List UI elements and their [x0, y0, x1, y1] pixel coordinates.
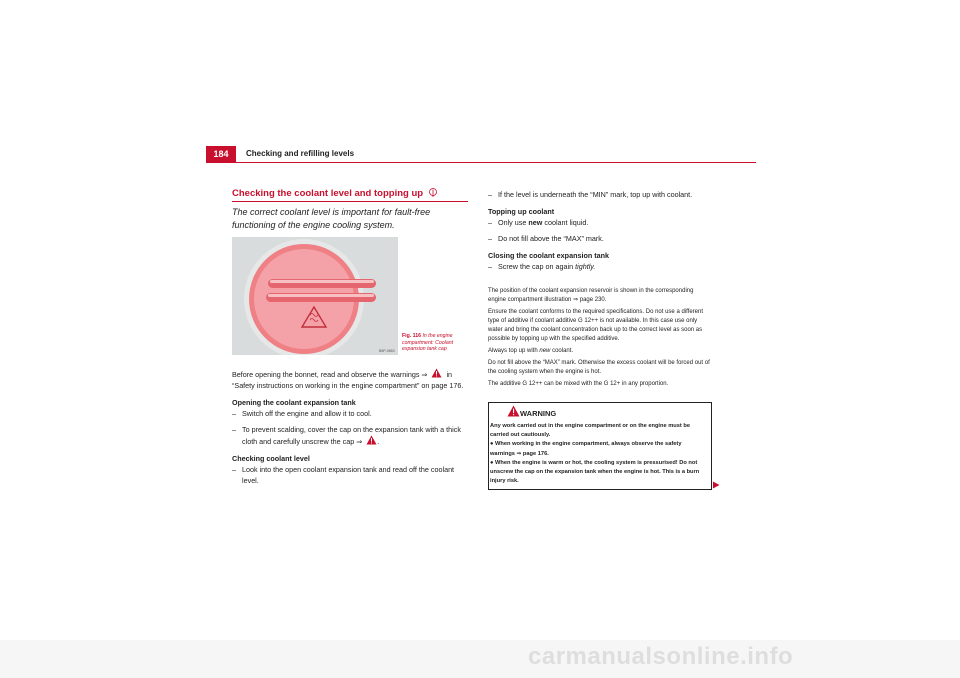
note-emphasis: new — [539, 348, 551, 354]
section-rule — [232, 201, 468, 202]
heading-checking: Checking coolant level — [232, 454, 310, 463]
note-paragraph: The additive G 12++ can be mixed with the G 12+ in any proportion. — [488, 381, 669, 387]
warning-item: ● When working in the engine compartment, always observe the safety warnings ⇒ page 176. — [490, 441, 682, 457]
right-column — [488, 189, 712, 272]
warning-text — [490, 422, 708, 486]
note-paragraph: The position of the coolant expansion reservoir is shown in the corresponding engine compartment illustration ⇒ page 230. — [488, 288, 694, 303]
list-item: – Only use new coolant liquid. — [488, 218, 589, 227]
note-paragraph — [488, 347, 712, 356]
note-text-a: Always top up with — [488, 348, 538, 354]
list-item: – Switch off the engine and allow it to cool. — [232, 409, 372, 418]
warning-title: WARNING — [520, 409, 557, 418]
coolant-warning-icon — [428, 188, 438, 198]
warning-triangle-icon — [431, 368, 442, 378]
list-item: – To prevent scalding, cover the cap on the expansion tank with a thick cloth and carefully unscrew the cap ⇒ . — [232, 425, 461, 446]
list-item-text: To prevent scalding, cover the cap on the expansion tank with a thick cloth and carefully unscrew the cap ⇒ — [242, 425, 461, 446]
left-column — [232, 368, 472, 486]
watermark-strip — [0, 640, 960, 678]
heading-opening: Opening the coolant expansion tank — [232, 398, 356, 407]
coolant-cap-illustration — [232, 237, 398, 355]
list-item-text: If the level is underneath the “MIN” mark, top up with coolant. — [498, 190, 693, 199]
running-title: Checking and refilling levels — [246, 149, 355, 158]
list-item-emphasis: new — [528, 218, 543, 227]
warning-triangle-icon — [507, 405, 520, 417]
warning-item-text: When the engine is warm or hot, the cooling system is pressurised! Do not unscrew the cap on the expansion tank when the engine is hot. This is a burn injury risk. — [490, 459, 700, 485]
section-title — [232, 188, 438, 199]
list-item-text: Switch off the engine and allow it to cool. — [242, 409, 372, 418]
list-item-text-a: Screw the cap on again — [498, 262, 574, 271]
intro-text-a: Before opening the bonnet, read and observe the warnings ⇒ — [232, 370, 428, 379]
figure-caption-text: In the engine compartment: Coolant expansion tank cap — [402, 333, 454, 352]
list-item: – Do not fill above the “MAX” mark. — [488, 234, 604, 243]
continued-arrow-icon — [712, 481, 720, 489]
intro-paragraph — [232, 368, 472, 391]
figure-code: B5P-0653 — [379, 349, 395, 353]
warning-triangle-icon — [366, 435, 377, 445]
heading-closing: Closing the coolant expansion tank — [488, 251, 610, 260]
list-item: – If the level is underneath the “MIN” mark, top up with coolant. — [488, 190, 693, 199]
section-intro: The correct coolant level is important for fault-free functioning of the engine cooling system. — [232, 207, 431, 230]
list-item: – Look into the open coolant expansion tank and read off the coolant level. — [232, 465, 455, 485]
note-paragraph: Ensure the coolant conforms to the required specifications. Do not use a different type of additive if coolant additive G 12++ is not available. In this case use only water and bring the coolant concentration back up to the correct level as soon as possible by topping up with the specified additive. — [488, 309, 704, 342]
warning-item: ● When the engine is warm or hot, the cooling system is pressurised! Do not unscrew the cap on the expansion tank when the engine is hot. This is a burn injury risk. — [490, 459, 700, 485]
list-item-text-a: Only use — [498, 218, 527, 227]
warning-item: Any work carried out in the engine compartment or on the engine must be carried out cautiously. — [490, 423, 691, 439]
list-item: – Screw the cap on again tightly. — [488, 262, 596, 271]
coolant-cap-figure — [232, 237, 398, 355]
section-title-text: Checking the coolant level and topping up — [232, 188, 424, 199]
watermark-text: carmanualsonline.info — [528, 643, 794, 670]
note-paragraph: Do not fill above the “MAX” mark. Otherwise the excess coolant will be forced out of the cooling system when the engine is hot. — [488, 360, 710, 375]
list-item-text: Look into the open coolant expansion tank and read off the coolant level. — [242, 465, 455, 485]
notes — [488, 287, 712, 389]
warning-item-text: When working in the engine compartment, always observe the safety warnings ⇒ page 176. — [490, 441, 682, 457]
list-item-text-c: coolant liquid. — [544, 218, 589, 227]
figure-caption-number: Fig. 116 — [402, 333, 422, 339]
figure-caption — [402, 333, 470, 353]
heading-topping-up: Topping up coolant — [488, 207, 555, 216]
note-text-c: coolant. — [552, 348, 574, 354]
page-number: 184 — [206, 146, 236, 162]
header-rule — [206, 162, 756, 163]
list-item-text: Do not fill above the “MAX” mark. — [498, 234, 604, 243]
list-item-emphasis: tightly. — [575, 262, 596, 271]
intro-text-b: in “Safety instructions on working in the engine compartment” on page 176. — [232, 370, 464, 390]
